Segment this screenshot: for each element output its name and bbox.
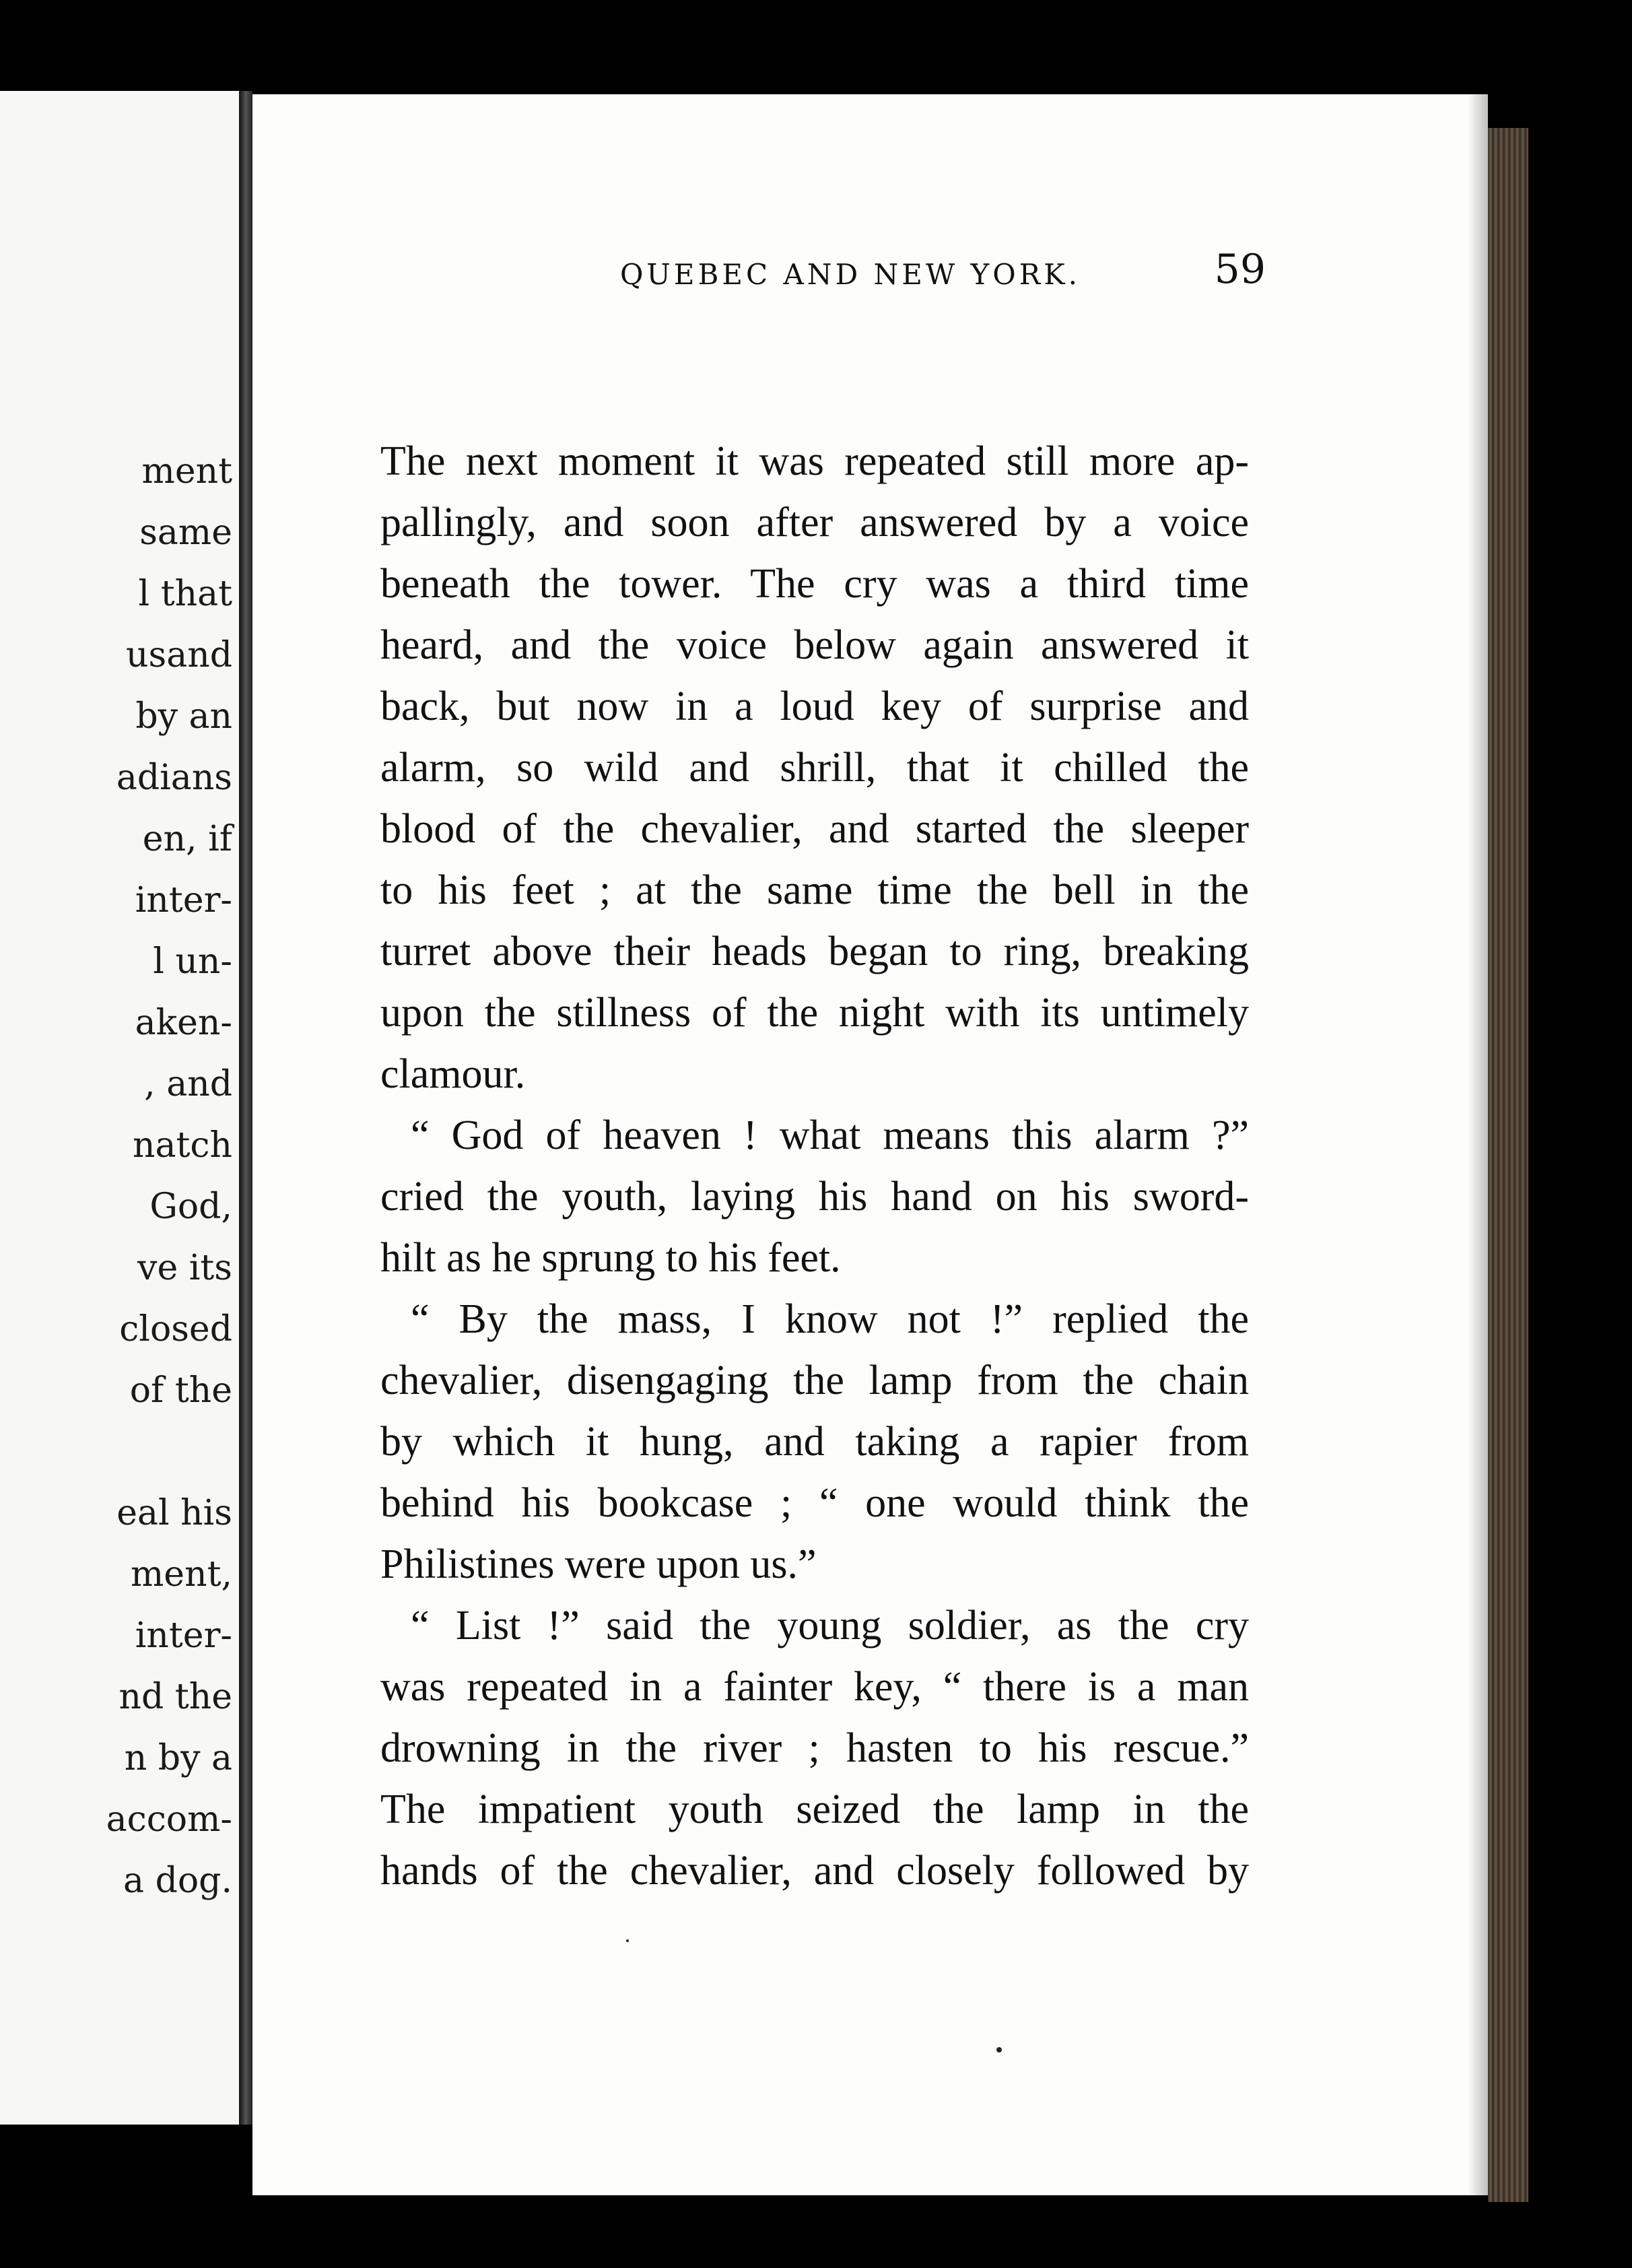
text-line: to his feet ; at the same time the bell in the [380, 867, 1249, 913]
text-line: turret above their heads began to ring, breaking [380, 929, 1249, 974]
text-line: back, but now in a loud key of surprise and [380, 683, 1249, 729]
left-page-line: l un- [153, 941, 232, 982]
text-line: pallingly, and soon after answered by a voice [380, 500, 1249, 545]
left-page-line: adians [116, 758, 232, 798]
left-page-line: natch [132, 1125, 232, 1166]
paper-speck [996, 2047, 1002, 2053]
text-line: Philistines were upon us.” [380, 1541, 817, 1587]
left-page-line: inter- [135, 1615, 232, 1656]
text-line: cried the youth, laying his hand on his sword- [380, 1174, 1249, 1220]
left-page-line: of the [129, 1370, 232, 1411]
text-line: hilt as he sprung to his feet. [380, 1235, 841, 1281]
left-page-line: l that [138, 574, 232, 614]
left-page-line: same [139, 512, 232, 553]
running-head-title: QUEBEC AND NEW YORK. [619, 258, 1081, 291]
text-line: heard, and the voice below again answered it [380, 622, 1249, 668]
left-page-line: ment [141, 451, 232, 492]
left-page-line: nd the [118, 1677, 232, 1717]
text-line: “ God of heaven ! what means this alarm ?” [411, 1112, 1249, 1158]
page-number: 59 [1214, 246, 1266, 293]
text-line: upon the stillness of the night with its untimely [380, 990, 1249, 1036]
text-line: hands of the chevalier, and closely followed by [380, 1848, 1249, 1894]
text-line: drowning in the river ; hasten to his rescue.” [380, 1725, 1249, 1771]
left-page [0, 91, 239, 2125]
left-page-line: a dog. [123, 1861, 232, 1901]
page-edge-shadow [1468, 94, 1488, 2195]
paper-speck [626, 1939, 629, 1942]
text-line: The impatient youth seized the lamp in the [380, 1787, 1249, 1832]
text-line: blood of the chevalier, and started the sleeper [380, 806, 1249, 852]
page-body-text [380, 431, 1249, 1902]
left-page-line: , and [144, 1064, 232, 1104]
text-line: “ By the mass, I know not !” replied the [411, 1296, 1249, 1342]
text-line: beneath the tower. The cry was a third time [380, 561, 1249, 607]
left-page-line: God, [149, 1187, 232, 1227]
text-line: alarm, so wild and shrill, that it chilled the [380, 745, 1249, 791]
running-head [347, 246, 1266, 300]
left-page-line: en, if [142, 819, 232, 859]
left-page-line: aken- [135, 1003, 232, 1043]
text-line: by which it hung, and taking a rapier from [380, 1419, 1249, 1465]
text-line: was repeated in a fainter key, “ there is a man [380, 1664, 1249, 1710]
text-line: behind his bookcase ; “ one would think the [380, 1480, 1249, 1526]
text-line: clamour. [380, 1051, 526, 1097]
left-page-line: n by a [124, 1738, 232, 1778]
left-page-line: ve its [137, 1248, 232, 1288]
text-line: chevalier, disengaging the lamp from the chain [380, 1358, 1249, 1403]
left-page-line: ment, [131, 1554, 232, 1595]
left-page-text [106, 441, 232, 1912]
text-line: The next moment it was repeated still more ap- [380, 438, 1249, 484]
text-line: “ List !” said the young soldier, as the cry [411, 1603, 1249, 1648]
left-page-line: closed [119, 1309, 232, 1349]
left-page-line: inter- [135, 880, 232, 921]
left-page-line: accom- [106, 1799, 232, 1840]
page-stack-edge [1488, 128, 1528, 2202]
left-page-line [106, 1422, 232, 1483]
left-page-line: by an [135, 696, 232, 737]
left-page-line: usand [126, 635, 232, 675]
book-gutter [239, 91, 252, 2125]
left-page-line: eal his [116, 1493, 232, 1533]
